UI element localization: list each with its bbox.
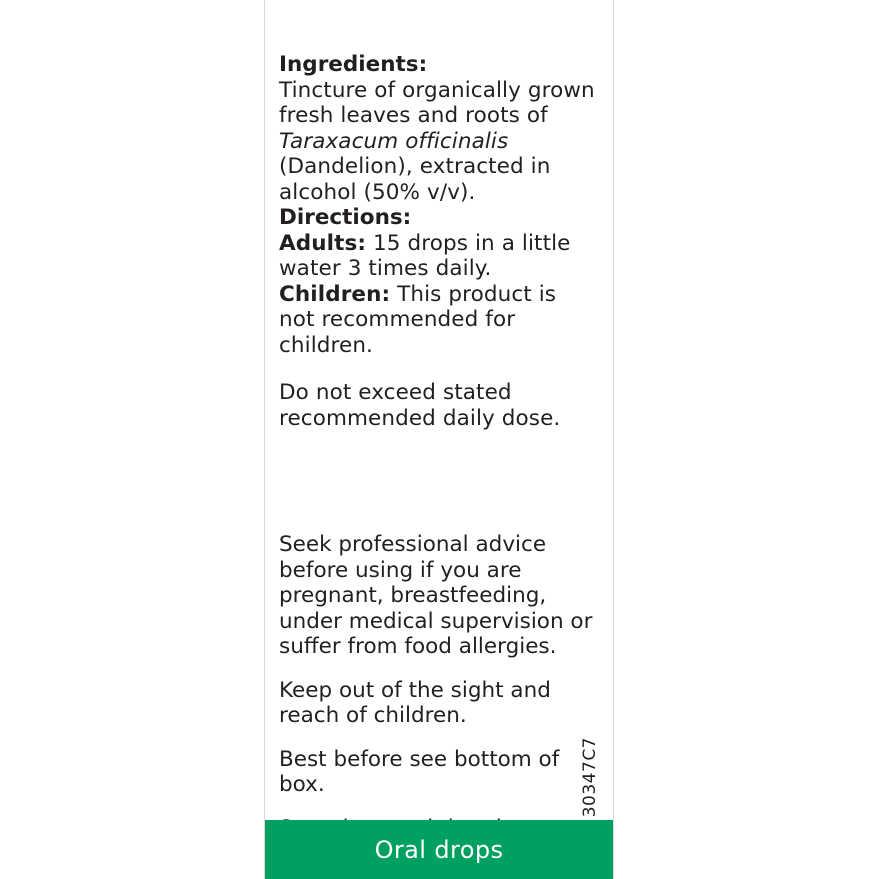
ingredients-line-1: Tincture of organically grown bbox=[279, 77, 595, 103]
ingredients-heading: Ingredients: bbox=[279, 52, 428, 77]
directions-warning: Do not exceed stated recommended daily dose. bbox=[279, 380, 561, 431]
ingredients-latin-name: Taraxacum officinalis bbox=[279, 128, 509, 154]
footer-band bbox=[265, 820, 613, 879]
directions-adults-text: 15 drops in a little water 3 times daily. bbox=[279, 230, 571, 281]
directions-adults bbox=[279, 231, 597, 282]
directions-children-text: This product is not recommended for children. bbox=[279, 281, 557, 358]
directions-heading: Directions: bbox=[279, 205, 412, 230]
directions-children-label: Children: bbox=[279, 281, 391, 307]
label-main-text bbox=[279, 52, 597, 431]
advisory-keep-out-of-reach: Keep out of the sight and reach of children. bbox=[279, 677, 551, 728]
ingredients-line-3: (Dandelion), extracted in bbox=[279, 154, 551, 179]
batch-code-text: 30347C7 bbox=[580, 736, 600, 817]
directions-adults-label: Adults: bbox=[279, 230, 367, 256]
product-label-panel bbox=[264, 0, 614, 879]
footer-label: Oral drops bbox=[374, 835, 504, 864]
advisory-best-before: Best before see bottom of box. bbox=[279, 746, 560, 797]
advisory-professional-advice: Seek professional advice before using if you are pregnant, breastfeeding, under medical supervision or suffer from food allergies. bbox=[279, 532, 593, 659]
label-advisory-text bbox=[279, 532, 599, 841]
directions-children bbox=[279, 282, 597, 359]
ingredients-line-2: fresh leaves and roots of bbox=[279, 103, 548, 128]
ingredients-line-4: alcohol (50% v/v). bbox=[279, 179, 476, 205]
